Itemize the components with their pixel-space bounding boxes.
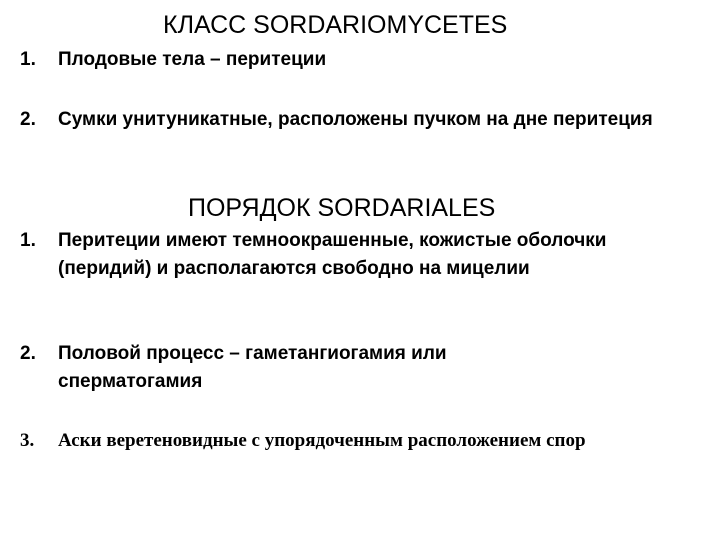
list-item xyxy=(20,46,700,74)
item-text: Аски веретеновидные с упорядоченным расположением спор xyxy=(58,430,586,451)
item-number: 1. xyxy=(20,49,36,70)
item-text: Половой процесс – гаметангиогамия или сперматогамия xyxy=(58,343,447,392)
item-text: Перитеции имеют темноокрашенные, кожистые оболочки (перидий) и располагаются свободно на мицелии xyxy=(58,230,607,279)
item-number: 2. xyxy=(20,343,36,364)
item-number: 3. xyxy=(20,430,35,451)
list-item xyxy=(20,427,680,455)
order-title: ПОРЯДОК SORDARIALES xyxy=(188,194,496,222)
item-number: 1. xyxy=(20,230,36,251)
list-item xyxy=(20,106,680,134)
class-title: КЛАСС SORDARIOMYCETES xyxy=(163,11,508,39)
item-text: Плодовые тела – перитеции xyxy=(58,49,327,70)
list-item xyxy=(20,340,580,396)
item-text: Сумки унитуникатные, расположены пучком на дне перитеция xyxy=(58,109,653,130)
list-item xyxy=(20,227,660,283)
item-number: 2. xyxy=(20,109,36,130)
